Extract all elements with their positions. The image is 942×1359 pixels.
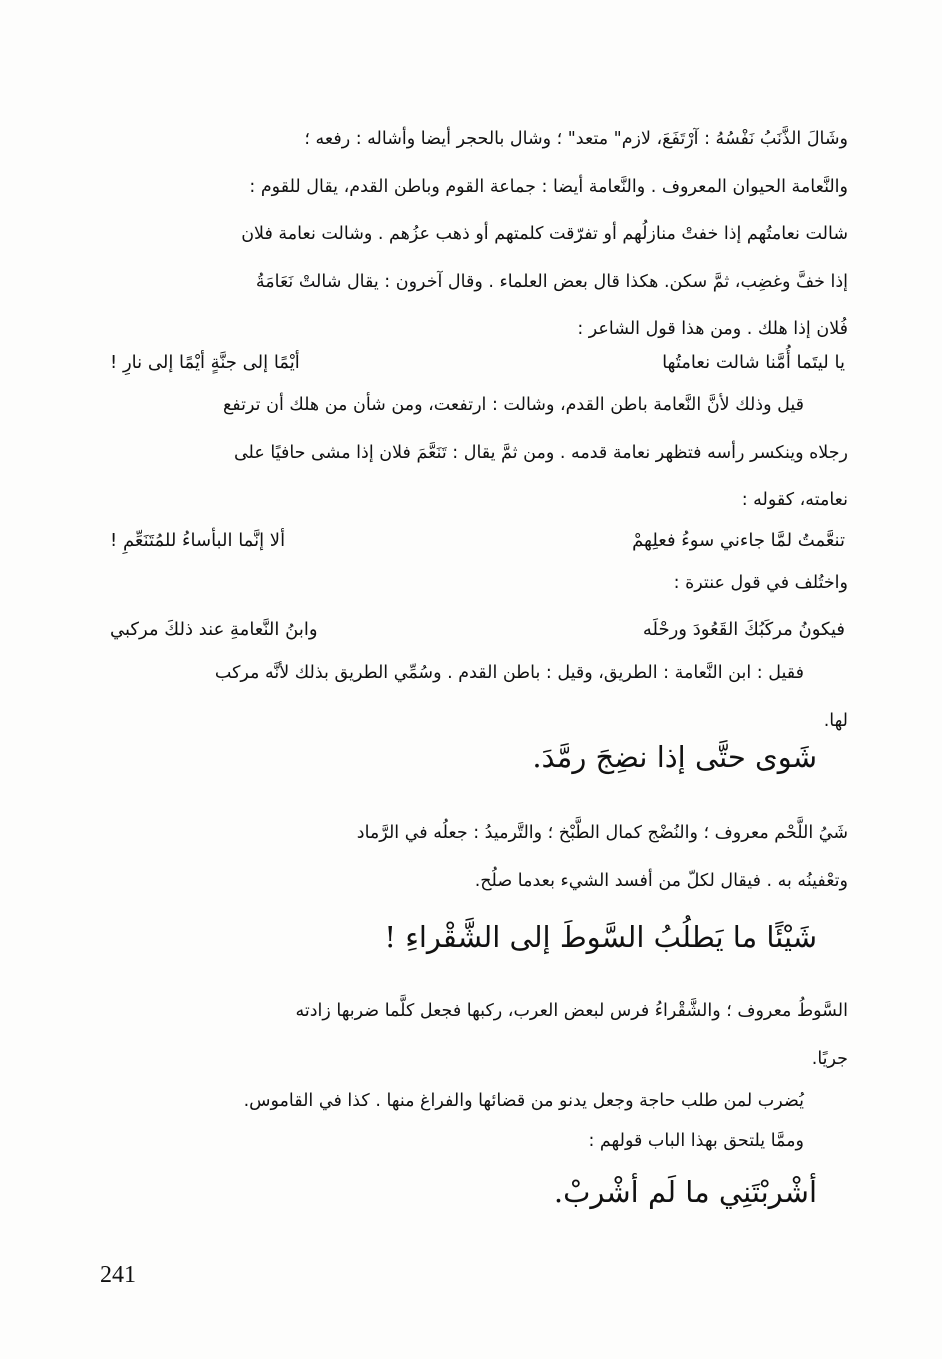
- para8-line-1: وممَّا يلتحق بهذا الباب قولهم :: [588, 1131, 804, 1151]
- para5-line-2: وتعْفينُه به . فيقال لكلّ من أفسد الشيء بعدما صلُح.: [474, 870, 848, 891]
- paragraph-3: [98, 560, 848, 608]
- proverb-heading-1: شَوى حتَّى إذا نضِجَ رمَّدَ.: [532, 740, 817, 774]
- paragraph-8: [98, 1118, 848, 1166]
- verse1-first-hemistich: يا ليتَما أُمَّنا شالت نعامتُها: [662, 352, 845, 373]
- paragraph-6: [98, 988, 848, 1083]
- page-number: 241: [100, 1262, 136, 1288]
- para1-line-1: وشَالَ الذَّنَبُ نَفْسُهُ : آرْتَفَعَ، لازم" متعد" ؛ وشال بالحجر أيضا وأشاله : رفعه ؛: [304, 129, 848, 149]
- para2-line-3: نعامته، كقوله :: [741, 490, 848, 510]
- para7-line-1: يُضرب لمن طلب حاجة وجعل يدنو من قضائها والفراغ منها . كذا في القاموس.: [243, 1091, 804, 1111]
- verse2-first-hemistich: تنعَّمتُ لمَّا جاءني سوءُ فعلِهمْ: [632, 530, 845, 551]
- verse1-second-hemistich: أيْمًا إلى جنَّةٍ أيْمًا إلى نارِ !: [110, 352, 300, 373]
- para1-line-2: والنَّعامة الحيوان المعروف . والنَّعامة أيضا : جماعة القوم وباطن القدم، يقال للقوم :: [249, 176, 848, 197]
- para6-line-1: السَّوطُ معروف ؛ والشَّقْراءُ فرس لبعض العرب، ركبها فجعل كلَّما ضربها زادته: [295, 1001, 848, 1021]
- para2-line-1: قيل وذلك لأنَّ النَّعامة باطن القدم، وشالت : ارتفعت، ومن شأن من هلك أن ترتفع: [222, 395, 804, 415]
- verse3-second-hemistich: وابنُ النَّعامةِ عند ذلكَ مركبي: [110, 619, 318, 640]
- para4-line-1: فقيل : ابن النَّعامة : الطريق، وقيل : باطن القدم . وسُمِّي الطريق بذلك لأنَّه مركب: [214, 663, 804, 683]
- para3-line-1: واختُلف في قول عنترة :: [673, 573, 848, 593]
- verse3-first-hemistich: فيكونُ مركَبُكَ القَعُودَ ورحْلَه: [642, 619, 845, 640]
- paragraph-5: [98, 810, 848, 905]
- proverb-heading-3: أشْربْتَنِي ما لَم أشْربْ.: [553, 1175, 817, 1209]
- para6-line-2: جريًا.: [811, 1048, 848, 1069]
- verse-3: [110, 610, 845, 650]
- paragraph-4: [98, 650, 848, 745]
- verse-2: [110, 521, 845, 561]
- proverb-heading-2: شَيْئًا ما يَطلُبُ السَّوطَ إلى الشَّقْراءِ !: [384, 920, 817, 954]
- verse-1: [110, 343, 845, 383]
- para1-line-3: شالت نعامتُهم إذا خفتْ منازلُهم أو تفرّقت كلمتهم أو ذهب عزُهم . وشالت نعامة فلان: [241, 224, 848, 244]
- paragraph-1: [98, 116, 848, 354]
- paragraph-2: [98, 382, 848, 525]
- para5-line-1: شَيُ اللَّحْم معروف ؛ والنُضْج كمال الطَّبْخ ؛ والتَّرميدُ : جعلُه في الرَّماد: [356, 823, 848, 843]
- para2-line-2: رجلاه وينكسر رأسه فتظهر نعامة قدمه . ومن ثمَّ يقال : تَنَعَّمَ فلان إذا مشى حافيًا على: [233, 442, 848, 463]
- para1-line-5: فُلان إذا هلك . ومن هذا قول الشاعر :: [577, 319, 848, 339]
- verse2-second-hemistich: ألا إنَّما البأساءُ للمُتَنَعِّمِ !: [110, 530, 286, 551]
- para4-line-2: لها.: [823, 710, 848, 731]
- para1-line-4: إذا خفَّ وغضِب، ثمَّ سكن. هكذا قال بعض العلماء . وقال آخرون : يقال شالتْ نَعَامَةُ: [255, 271, 848, 292]
